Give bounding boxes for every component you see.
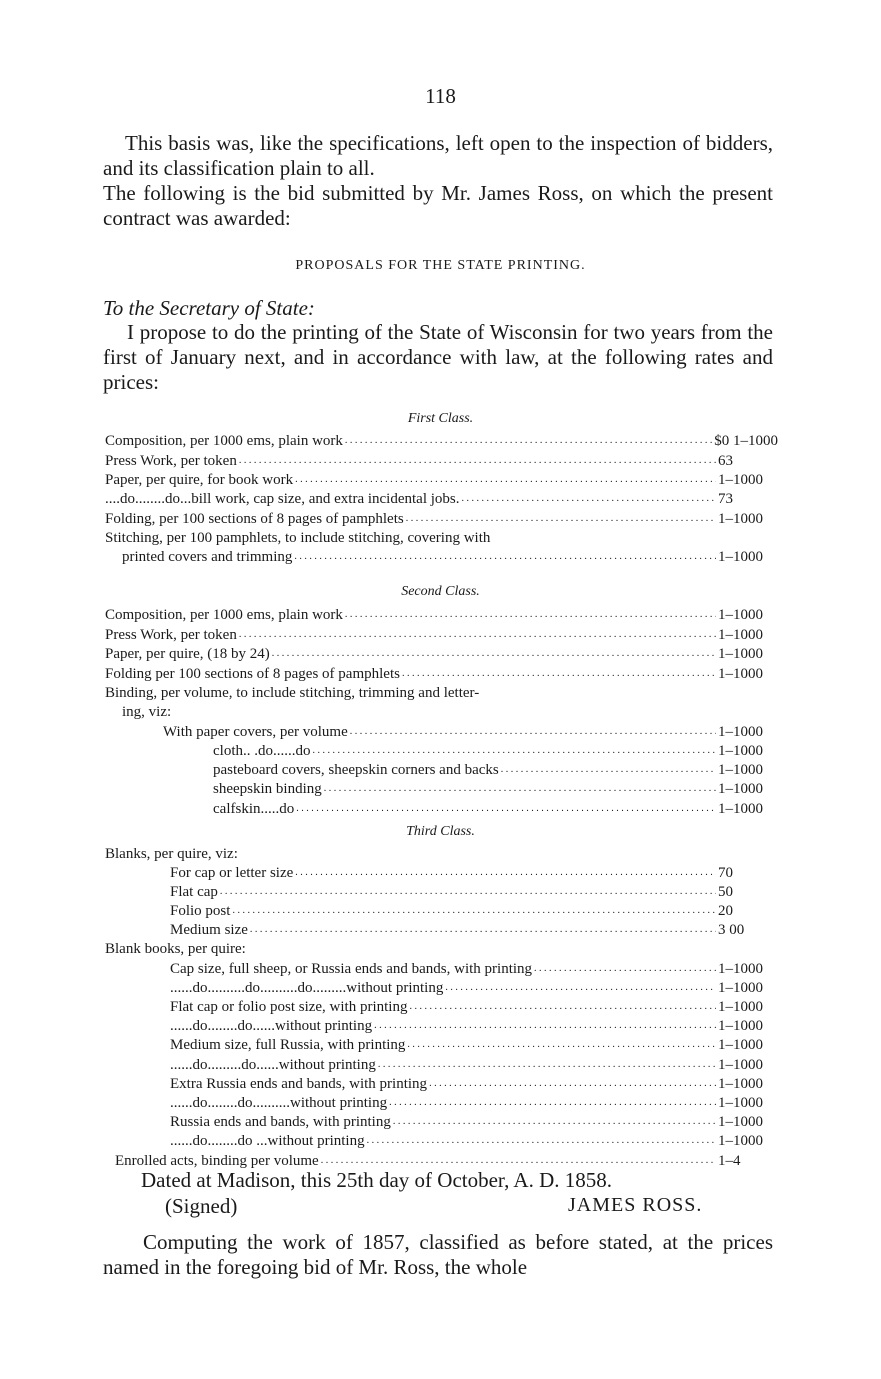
leader-dots: [407, 1034, 716, 1054]
proposal-heading: PROPOSALS FOR THE STATE PRINTING.: [295, 258, 586, 273]
leader-dots: [239, 624, 716, 644]
list-item-label: ......do.........do......without printing: [170, 1057, 376, 1073]
list-item: [170, 979, 778, 997]
list-item-label: Flat cap or folio post size, with printing: [170, 999, 408, 1015]
list-item-label: Extra Russia ends and bands, with printing: [170, 1076, 428, 1092]
list-item: [105, 645, 778, 663]
list-item: [105, 490, 778, 508]
leader-dots: [296, 798, 716, 818]
signer-name: JAMES ROSS.: [568, 1194, 703, 1216]
leader-dots: [232, 900, 716, 920]
list-item: [170, 998, 778, 1016]
list-item-label: cloth.. .do......do: [213, 743, 311, 759]
list-item-price: 3 00: [718, 922, 745, 938]
list-item-price: 1–1000: [718, 607, 763, 623]
leader-dots: [272, 643, 716, 663]
list-item: [105, 665, 778, 683]
bid-intro-paragraph: The following is the bid submitted by Mr. James Ross, on which the present contract was awarded:: [103, 181, 773, 230]
list-item-price: 70: [718, 865, 733, 881]
closing-paragraph: Computing the work of 1857, classified as before stated, at the prices named in the foregoing bid of Mr. Ross, the whole: [103, 1230, 773, 1279]
list-item: [213, 800, 778, 818]
list-item: [213, 780, 778, 798]
list-item: [170, 1036, 778, 1054]
list-item: [105, 510, 778, 528]
leader-dots: [321, 1150, 716, 1170]
list-item: [213, 742, 778, 760]
list-item-label: Cap size, full sheep, or Russia ends and bands, with printing: [170, 961, 533, 977]
leader-dots: [220, 881, 716, 901]
leader-dots: [374, 1015, 716, 1035]
leader-dots: [402, 663, 716, 683]
list-item-label: Folding, per 100 sections of 8 pages of pamphlets: [105, 511, 404, 527]
list-item-label: ing, viz:: [122, 704, 172, 720]
list-item-price: 1–1000: [718, 627, 763, 643]
list-item: [170, 1056, 778, 1074]
list-item-label: With paper covers, per volume: [163, 724, 348, 740]
proposal-paragraph: I propose to do the printing of the State of Wisconsin for two years from the first of January next, and in accordance with law, at the following rates and prices:: [103, 320, 773, 394]
signed-label: (Signed): [165, 1194, 238, 1218]
list-item: [105, 471, 778, 489]
list-item: [105, 626, 778, 644]
leader-dots: [501, 759, 716, 779]
list-item-price: 1–1000: [718, 1076, 763, 1092]
list-item-price: 1–1000: [718, 1037, 763, 1053]
list-item-price: 1–1000: [718, 961, 763, 977]
list-item-label: Press Work, per token: [105, 453, 237, 469]
leader-dots: [345, 430, 712, 450]
list-item-price: 1–1000: [718, 743, 763, 759]
list-item-label: Press Work, per token: [105, 627, 237, 643]
list-item-label: calfskin.....do: [213, 801, 295, 817]
list-item-label: Blanks, per quire, viz:: [105, 846, 238, 862]
list-item-price: 1–1000: [718, 801, 763, 817]
list-item-label: Blank books, per quire:: [105, 941, 246, 957]
leader-dots: [406, 508, 716, 528]
list-item-label: printed covers and trimming: [122, 549, 293, 565]
list-item-label: Enrolled acts, binding per volume: [115, 1153, 319, 1169]
leader-dots: [429, 1073, 716, 1093]
leader-dots: [295, 469, 716, 489]
list-item: [170, 883, 778, 901]
list-item-label: sheepskin binding: [213, 781, 322, 797]
first-class-heading: First Class.: [407, 411, 474, 426]
list-item-price: 1–1000: [718, 549, 763, 565]
list-item: [170, 960, 778, 978]
salutation: To the Secretary of State:: [103, 296, 315, 320]
list-item-price: 1–1000: [718, 980, 763, 996]
list-item-label: ......do........do......without printing: [170, 1018, 373, 1034]
list-item: [170, 921, 778, 939]
list-item: [122, 548, 778, 566]
list-item-price: 63: [718, 453, 733, 469]
list-item-label: Medium size, full Russia, with printing: [170, 1037, 406, 1053]
list-item-label: Folding per 100 sections of 8 pages of pamphlets: [105, 666, 400, 682]
list-item: [170, 1132, 778, 1150]
leader-dots: [378, 1054, 716, 1074]
list-item-price: 1–1000: [718, 781, 763, 797]
dated-line: Dated at Madison, this 25th day of October, A. D. 1858.: [141, 1168, 613, 1192]
list-item-price: 1–1000: [718, 1095, 763, 1111]
list-item-price: 1–1000: [718, 472, 763, 488]
leader-dots: [239, 450, 716, 470]
list-item-label: Russia ends and bands, with printing: [170, 1114, 391, 1130]
page-number: 118: [425, 84, 456, 108]
list-item: [105, 432, 778, 450]
list-item-price: 1–1000: [718, 666, 763, 682]
leader-dots: [534, 958, 716, 978]
third-class-heading: Third Class.: [406, 824, 475, 839]
leader-dots: [295, 862, 716, 882]
list-item: [170, 1113, 778, 1131]
list-item: [105, 452, 778, 470]
intro-paragraph: This basis was, like the specifications, left open to the inspection of bidders, and its classification plain to all.: [103, 131, 773, 180]
list-item-price: 73: [718, 491, 733, 507]
list-item: [170, 864, 778, 882]
list-item-label: ......do..........do..........do.........without printing: [170, 980, 444, 996]
leader-dots: [393, 1111, 716, 1131]
leader-dots: [345, 604, 716, 624]
leader-dots: [294, 546, 716, 566]
list-item: [170, 1075, 778, 1093]
second-class-heading: Second Class.: [401, 584, 480, 599]
list-item-label: Composition, per 1000 ems, plain work: [105, 433, 343, 449]
leader-dots: [367, 1130, 716, 1150]
list-item-price: 20: [718, 903, 733, 919]
leader-dots: [445, 977, 716, 997]
leader-dots: [313, 740, 717, 760]
list-item-label: Medium size: [170, 922, 248, 938]
list-item-price: 1–1000: [718, 999, 763, 1015]
list-item-label: ......do........do..........without printing: [170, 1095, 388, 1111]
list-item-price: $0 1–1000: [714, 433, 778, 449]
list-item-label: ....do........do...bill work, cap size, and extra incidental jobs.: [105, 491, 460, 507]
leader-dots: [250, 919, 716, 939]
list-item: [170, 1017, 778, 1035]
list-item-label: ......do........do ...without printing: [170, 1133, 365, 1149]
leader-dots: [389, 1092, 716, 1112]
list-item-price: 1–1000: [718, 1057, 763, 1073]
list-item-price: 1–1000: [718, 724, 763, 740]
list-item-label: Binding, per volume, to include stitching, trimming and letter-: [105, 685, 480, 701]
list-item-price: 50: [718, 884, 733, 900]
list-item: [213, 761, 778, 779]
leader-dots: [350, 721, 716, 741]
list-item-price: 1–1000: [718, 511, 763, 527]
list-item-price: 1–1000: [718, 1133, 763, 1149]
leader-dots: [409, 996, 716, 1016]
list-item-price: 1–1000: [718, 1018, 763, 1034]
list-item-price: 1–1000: [718, 1114, 763, 1130]
leader-dots: [324, 778, 716, 798]
list-item-label: pasteboard covers, sheepskin corners and backs: [213, 762, 499, 778]
list-item-price: 1–4: [718, 1153, 741, 1169]
list-item-label: Paper, per quire, (18 by 24): [105, 646, 270, 662]
leader-dots: [462, 488, 717, 508]
list-item-price: 1–1000: [718, 646, 763, 662]
list-item-label: Composition, per 1000 ems, plain work: [105, 607, 343, 623]
list-item-price: 1–1000: [718, 762, 763, 778]
list-item-label: Flat cap: [170, 884, 218, 900]
list-item: [170, 902, 778, 920]
list-item: [105, 606, 778, 624]
list-item-label: Stitching, per 100 pamphlets, to include stitching, covering with: [105, 530, 491, 546]
list-item-label: For cap or letter size: [170, 865, 294, 881]
list-item: [163, 723, 778, 741]
list-item-label: Paper, per quire, for book work: [105, 472, 294, 488]
list-item-label: Folio post: [170, 903, 231, 919]
list-item: [170, 1094, 778, 1112]
